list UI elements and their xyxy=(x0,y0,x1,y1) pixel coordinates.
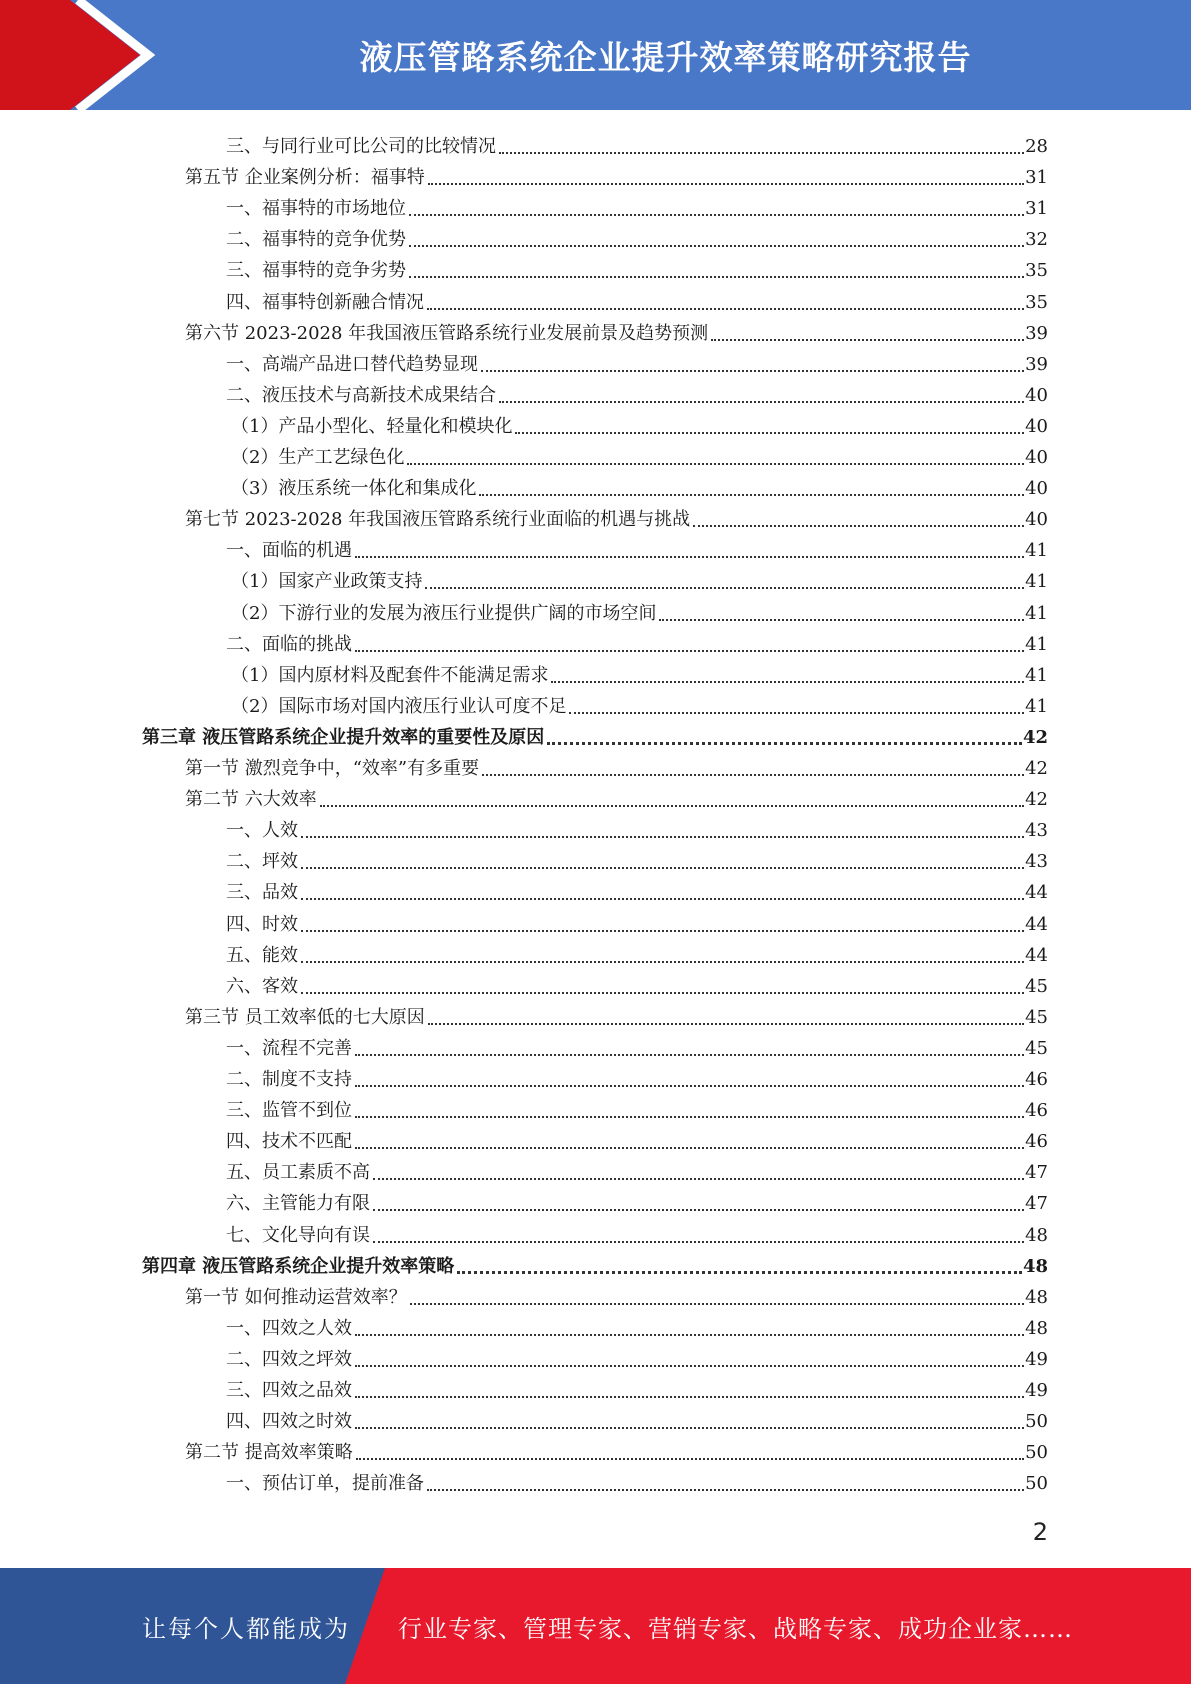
toc-dot-leader xyxy=(373,1178,1024,1180)
toc-item-row[interactable] xyxy=(226,220,1048,251)
toc-entry-label: 第三节 员工效率低的七大原因 xyxy=(185,1006,425,1028)
toc-page-number: 42 xyxy=(1022,726,1048,748)
toc-section-row[interactable] xyxy=(185,1278,1048,1309)
toc-page-number: 44 xyxy=(1025,882,1048,904)
toc-page-number: 41 xyxy=(1025,602,1048,624)
toc-page-number: 41 xyxy=(1025,571,1048,593)
toc-page-number: 41 xyxy=(1025,664,1048,686)
toc-dot-leader xyxy=(355,1396,1024,1398)
toc-dot-leader xyxy=(427,308,1024,310)
toc-page-number: 46 xyxy=(1025,1100,1048,1122)
toc-item-row[interactable] xyxy=(226,531,1048,562)
toc-dot-leader xyxy=(499,401,1024,403)
toc-entry-label: 一、预估订单，提前准备 xyxy=(226,1473,424,1495)
toc-entry-label: 一、高端产品进口替代趋势显现 xyxy=(226,353,478,375)
toc-entry-label: （2）生产工艺绿色化 xyxy=(231,447,405,468)
toc-item-row[interactable] xyxy=(226,1091,1048,1122)
toc-page-number: 50 xyxy=(1025,1473,1048,1495)
toc-dot-leader xyxy=(457,1271,1022,1274)
toc-dot-leader xyxy=(301,867,1024,869)
toc-dot-leader xyxy=(355,1427,1024,1429)
toc-dot-leader xyxy=(659,619,1024,621)
toc-dot-leader xyxy=(301,961,1024,963)
report-header xyxy=(0,0,1191,110)
toc-page-number: 50 xyxy=(1025,1442,1048,1464)
toc-dot-leader xyxy=(693,525,1024,527)
toc-entry-label: 七、文化导向有误 xyxy=(226,1224,370,1246)
toc-page-number: 46 xyxy=(1025,1069,1048,1090)
toc-dot-leader xyxy=(409,276,1024,278)
toc-entry-label: 二、四效之坪效 xyxy=(226,1348,352,1370)
toc-entry-label: 第四章 液压管路系统企业提升效率策略 xyxy=(142,1255,455,1277)
toc-item-row[interactable] xyxy=(226,1371,1048,1402)
toc-dot-leader xyxy=(320,805,1024,807)
toc-page-number: 35 xyxy=(1025,260,1048,282)
toc-dot-leader xyxy=(569,712,1024,714)
toc-item-row[interactable] xyxy=(226,345,1048,376)
toc-entry-label: 三、与同行业可比公司的比较情况 xyxy=(226,136,496,157)
toc-item-row[interactable] xyxy=(226,1309,1048,1340)
toc-dot-leader xyxy=(428,183,1024,185)
toc-entry-label: 第二节 六大效率 xyxy=(185,789,317,811)
toc-dot-leader xyxy=(301,836,1024,838)
toc-page-number: 44 xyxy=(1025,944,1048,966)
toc-entry-label: 五、员工素质不高 xyxy=(226,1162,370,1184)
toc-item-row[interactable] xyxy=(231,469,1048,500)
toc-dot-leader xyxy=(481,370,1024,372)
toc-entry-label: 第五节 企业案例分析：福事特 xyxy=(185,167,425,189)
toc-item-row[interactable] xyxy=(226,1340,1048,1371)
toc-item-row[interactable] xyxy=(231,687,1048,718)
toc-page-number: 40 xyxy=(1025,447,1048,468)
toc-entry-label: 三、四效之品效 xyxy=(226,1380,352,1401)
toc-item-row[interactable] xyxy=(226,1029,1048,1060)
toc-page-number: 47 xyxy=(1025,1193,1048,1215)
toc-entry-label: 二、液压技术与高新技术成果结合 xyxy=(226,384,496,406)
toc-entry-label: 第七节 2023-2028 年我国液压管路系统行业面临的机遇与挑战 xyxy=(185,509,691,531)
toc-page-number: 50 xyxy=(1025,1411,1048,1433)
toc-dot-leader xyxy=(355,1116,1024,1118)
toc-page-number: 40 xyxy=(1025,415,1048,437)
toc-dot-leader xyxy=(355,556,1024,558)
toc-entry-label: 四、福事特创新融合情况 xyxy=(226,291,424,313)
toc-section-row[interactable] xyxy=(185,1433,1048,1464)
toc-entry-label: 一、四效之人效 xyxy=(226,1317,352,1339)
toc-dot-leader xyxy=(711,339,1024,341)
page-number: 2 xyxy=(1032,1518,1048,1546)
toc-item-row[interactable] xyxy=(226,1122,1048,1153)
toc-page-number: 31 xyxy=(1025,198,1048,220)
toc-chapter-row[interactable] xyxy=(142,1247,1048,1278)
toc-item-row[interactable] xyxy=(226,873,1048,904)
toc-dot-leader xyxy=(373,1209,1024,1211)
toc-entry-label: 第三章 液压管路系统企业提升效率的重要性及原因 xyxy=(142,726,545,748)
toc-item-row[interactable] xyxy=(226,842,1048,873)
toc-page-number: 40 xyxy=(1025,478,1048,500)
toc-item-row[interactable] xyxy=(226,283,1048,314)
toc-item-row[interactable] xyxy=(226,905,1048,936)
toc-item-row[interactable] xyxy=(226,1216,1048,1247)
toc-entry-label: 第六节 2023-2028 年我国液压管路系统行业发展前景及趋势预测 xyxy=(185,322,709,344)
toc-page-number: 45 xyxy=(1025,975,1048,997)
toc-section-row[interactable] xyxy=(185,998,1048,1029)
toc-page-number: 43 xyxy=(1025,851,1048,873)
toc-dot-leader xyxy=(427,1489,1024,1491)
toc-page-number: 42 xyxy=(1025,789,1048,811)
toc-entry-label: 一、人效 xyxy=(226,820,298,842)
toc-item-row[interactable] xyxy=(231,407,1048,438)
toc-item-row[interactable] xyxy=(231,594,1048,625)
toc-entry-label: 二、坪效 xyxy=(226,851,298,873)
toc-item-row[interactable] xyxy=(226,189,1048,220)
footer-slogan-left: 让每个人都能成为 xyxy=(142,1614,350,1643)
toc-item-row[interactable] xyxy=(226,1060,1048,1091)
toc-section-row[interactable] xyxy=(185,780,1048,811)
toc-entry-label: 六、客效 xyxy=(226,975,298,997)
toc-entry-label: 二、制度不支持 xyxy=(226,1069,352,1090)
toc-dot-leader xyxy=(410,1303,1024,1305)
toc-dot-leader xyxy=(301,930,1024,932)
toc-dot-leader xyxy=(355,1147,1024,1149)
toc-dot-leader xyxy=(355,1085,1024,1087)
toc-page-number: 31 xyxy=(1025,167,1048,189)
toc-entry-label: 五、能效 xyxy=(226,944,298,966)
toc-item-row[interactable] xyxy=(226,1153,1048,1184)
toc-entry-label: 四、技术不匹配 xyxy=(226,1131,352,1153)
toc-dot-leader xyxy=(356,1458,1024,1460)
toc-page-number: 41 xyxy=(1025,695,1048,717)
chevron-arrow-icon xyxy=(0,0,160,110)
toc-section-row[interactable] xyxy=(185,314,1048,345)
footer-slogan-right: 行业专家、管理专家、营销专家、战略专家、成功企业家…… xyxy=(398,1614,1073,1643)
toc-page-number: 49 xyxy=(1025,1348,1048,1370)
toc-page-number: 40 xyxy=(1025,509,1048,531)
toc-dot-leader xyxy=(409,214,1024,216)
toc-item-row[interactable] xyxy=(231,438,1048,469)
toc-page-number: 28 xyxy=(1025,136,1048,157)
toc-item-row[interactable] xyxy=(226,251,1048,282)
toc-page-number: 39 xyxy=(1025,322,1048,344)
toc-dot-leader xyxy=(407,463,1024,465)
toc-page-number: 32 xyxy=(1025,229,1048,251)
toc-dot-leader xyxy=(355,1054,1024,1056)
toc-entry-label: 一、福事特的市场地位 xyxy=(226,198,406,220)
toc-item-row[interactable] xyxy=(226,967,1048,998)
toc-dot-leader xyxy=(515,432,1024,434)
toc-entry-label: （3）液压系统一体化和集成化 xyxy=(231,478,477,500)
toc-dot-leader xyxy=(482,774,1024,776)
toc-entry-label: （1）产品小型化、轻量化和模块化 xyxy=(231,415,513,437)
toc-page-number: 43 xyxy=(1025,820,1048,842)
toc-section-row[interactable] xyxy=(185,500,1048,531)
toc-item-row[interactable] xyxy=(226,625,1048,656)
toc-dot-leader xyxy=(499,152,1024,154)
toc-dot-leader xyxy=(428,1023,1024,1025)
toc-page-number: 45 xyxy=(1025,1006,1048,1028)
toc-entry-label: 第一节 如何推动运营效率？ xyxy=(185,1286,407,1308)
toc-dot-leader xyxy=(301,898,1024,900)
toc-dot-leader xyxy=(409,245,1024,247)
toc-page-number: 41 xyxy=(1025,633,1048,655)
toc-page-number: 35 xyxy=(1025,291,1048,313)
toc-entry-label: 一、面临的机遇 xyxy=(226,540,352,562)
toc-page-number: 47 xyxy=(1025,1162,1048,1184)
toc-entry-label: 二、福事特的竞争优势 xyxy=(226,229,406,251)
toc-item-row[interactable] xyxy=(231,656,1048,687)
toc-entry-label: （2）国际市场对国内液压行业认可度不足 xyxy=(231,695,567,717)
toc-dot-leader xyxy=(373,1241,1024,1243)
toc-entry-label: 四、四效之时效 xyxy=(226,1411,352,1433)
toc-page-number: 42 xyxy=(1025,758,1048,779)
toc-dot-leader xyxy=(301,992,1024,994)
toc-item-row[interactable] xyxy=(226,811,1048,842)
toc-page-number: 45 xyxy=(1025,1037,1048,1059)
toc-entry-label: 一、流程不完善 xyxy=(226,1037,352,1059)
toc-page-number: 48 xyxy=(1025,1224,1048,1246)
toc-dot-leader xyxy=(355,1365,1024,1367)
toc-page-number: 41 xyxy=(1025,540,1048,562)
report-title: 液压管路系统企业提升效率策略研究报告 xyxy=(359,37,972,77)
toc-section-row[interactable] xyxy=(185,158,1048,189)
toc-page-number: 48 xyxy=(1022,1255,1048,1277)
toc-dot-leader xyxy=(425,587,1024,589)
toc-section-row[interactable] xyxy=(185,749,1048,780)
toc-item-row[interactable] xyxy=(226,1402,1048,1433)
toc-entry-label: 二、面临的挑战 xyxy=(226,633,352,655)
toc-entry-label: 六、主管能力有限 xyxy=(226,1193,370,1215)
toc-entry-label: 第二节 提高效率策略 xyxy=(185,1442,353,1464)
toc-dot-leader xyxy=(355,1334,1024,1336)
toc-page-number: 49 xyxy=(1025,1380,1048,1401)
toc-page-number: 48 xyxy=(1025,1317,1048,1339)
toc-entry-label: 三、品效 xyxy=(226,882,298,904)
toc-item-row[interactable] xyxy=(226,376,1048,407)
toc-item-row[interactable] xyxy=(226,936,1048,967)
toc-entry-label: （1）国家产业政策支持 xyxy=(231,571,423,593)
toc-chapter-row[interactable] xyxy=(142,718,1048,749)
toc-item-row[interactable] xyxy=(226,127,1048,158)
toc-dot-leader xyxy=(547,742,1022,745)
toc-page-number: 48 xyxy=(1025,1286,1048,1308)
toc-entry-label: 三、福事特的竞争劣势 xyxy=(226,260,406,282)
footer-banner xyxy=(0,1568,1191,1684)
toc-dot-leader xyxy=(355,650,1024,652)
toc-page-number: 44 xyxy=(1025,913,1048,935)
toc-entry-label: （1）国内原材料及配套件不能满足需求 xyxy=(231,664,549,686)
toc-entry-label: 四、时效 xyxy=(226,913,298,935)
toc-dot-leader xyxy=(551,681,1024,683)
toc-entry-label: （2）下游行业的发展为液压行业提供广阔的市场空间 xyxy=(231,602,657,624)
toc-page-number: 40 xyxy=(1025,384,1048,406)
toc-entry-label: 第一节 激烈竞争中，“效率”有多重要 xyxy=(185,758,480,779)
toc-page-number: 39 xyxy=(1025,353,1048,375)
toc-entry-label: 三、监管不到位 xyxy=(226,1100,352,1122)
toc-item-row[interactable] xyxy=(226,1464,1048,1495)
toc-page-number: 46 xyxy=(1025,1131,1048,1153)
toc-dot-leader xyxy=(479,494,1024,496)
toc-item-row[interactable] xyxy=(231,562,1048,593)
toc-item-row[interactable] xyxy=(226,1184,1048,1215)
